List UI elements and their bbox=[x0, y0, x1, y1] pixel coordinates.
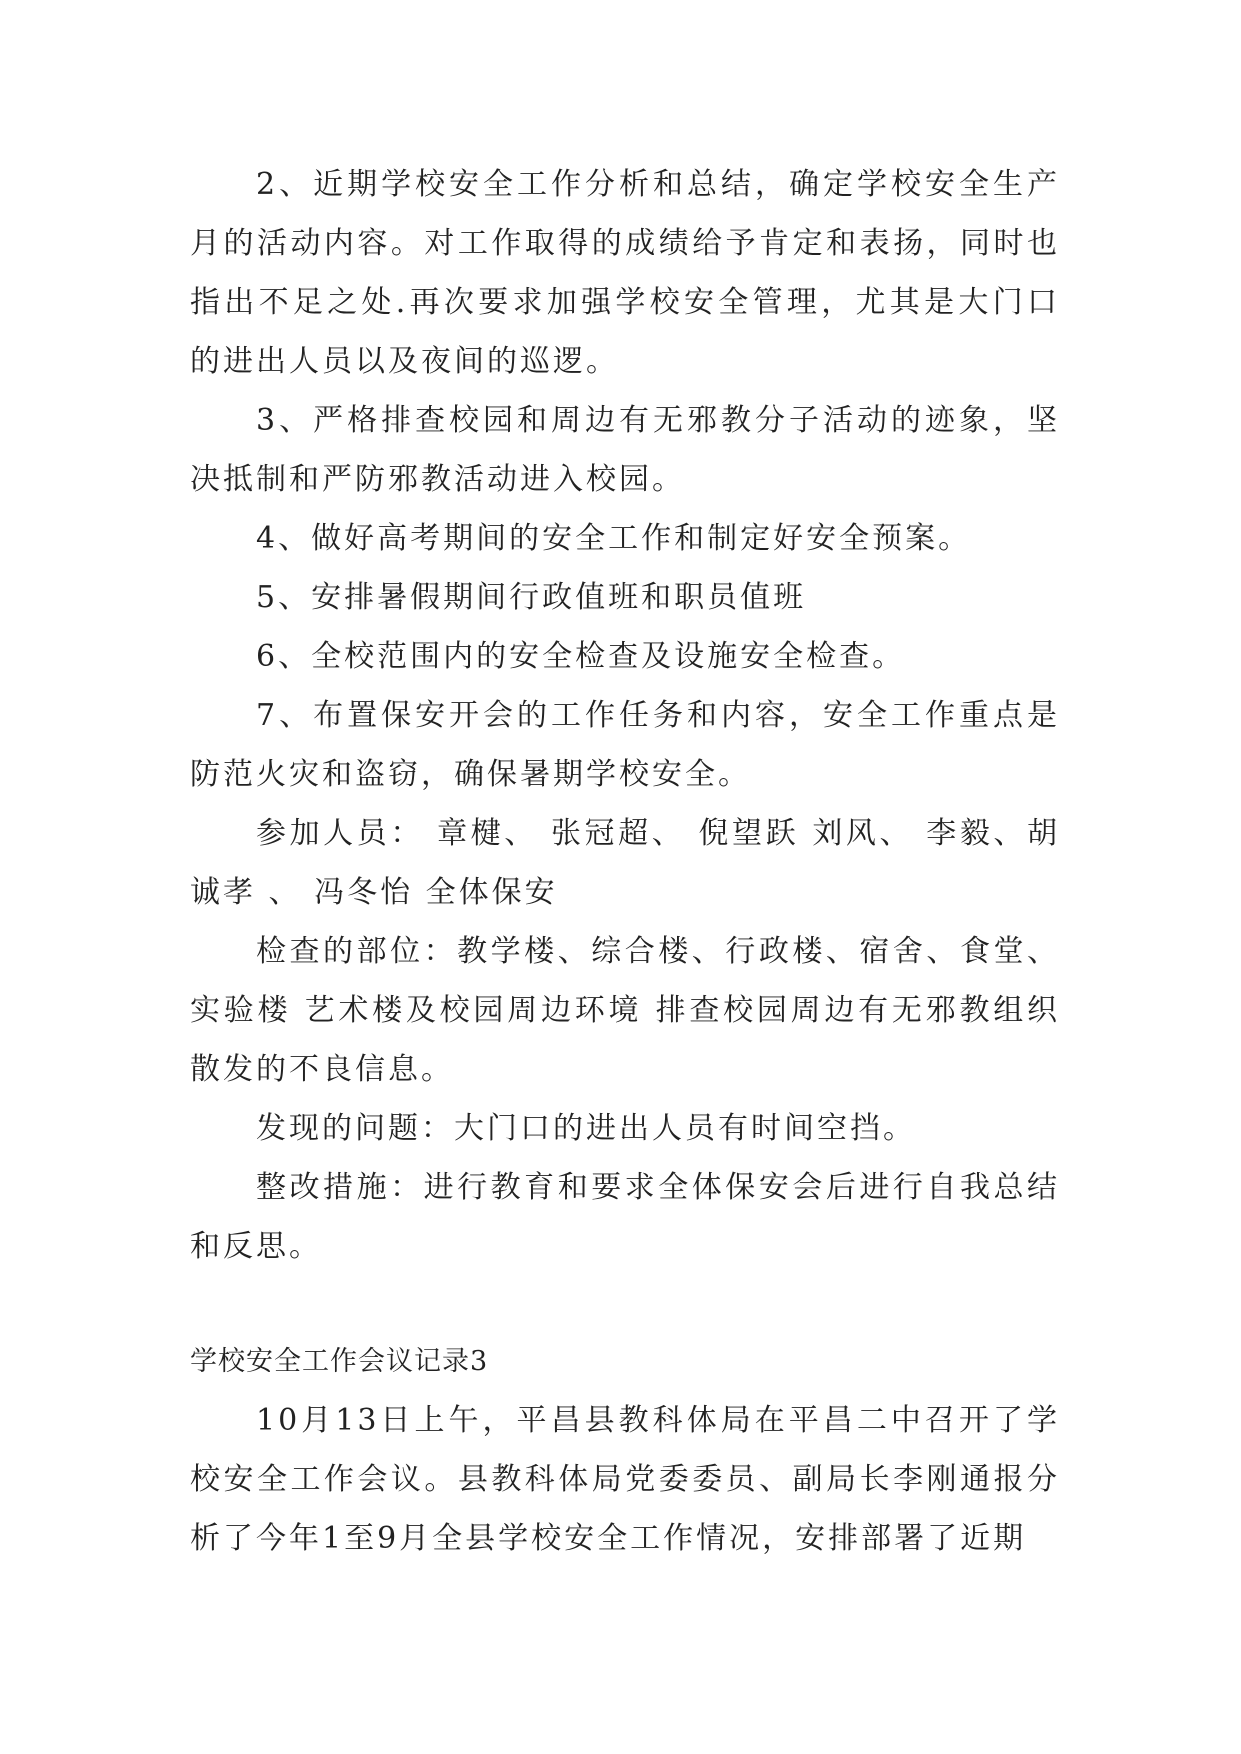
section-paragraph: 10月13日上午，平昌县教科体局在平昌二中召开了学校安全工作会议。县教科体局党委委员、副局长李刚通报分析了今年1至9月全县学校安全工作情况，安排部署了近期 bbox=[190, 1403, 1060, 1556]
inspection-areas-paragraph: 检查的部位：教学楼、综合楼、行政楼、宿舍、食堂、实验楼 艺术楼及校园周边环境 排查校园周边有无邪教组织散发的不良信息。 bbox=[190, 934, 1060, 1087]
paragraph-item-4: 4、做好高考期间的安全工作和制定好安全预案。 bbox=[256, 521, 972, 556]
paragraph-item-3: 3、严格排查校园和周边有无邪教分子活动的迹象，坚决抵制和严防邪教活动进入校园。 bbox=[190, 403, 1060, 497]
paragraph-item-2: 2、近期学校安全工作分析和总结，确定学校安全生产月的活动内容。对工作取得的成绩给予肯定和表扬，同时也指出不足之处.再次要求加强学校安全管理，尤其是大门口的进出人员以及夜间的巡逻。 bbox=[190, 167, 1060, 379]
paragraph-item-6: 6、全校范围内的安全检查及设施安全检查。 bbox=[256, 639, 906, 674]
document-body bbox=[190, 155, 1060, 1568]
participants-paragraph: 参加人员： 章楗、 张冠超、 倪望跃 刘风、 李毅、胡诚孝 、 冯冬怡 全体保安 bbox=[190, 816, 1060, 910]
paragraph-item-7: 7、布置保安开会的工作任务和内容，安全工作重点是防范火灾和盗窃，确保暑期学校安全。 bbox=[190, 698, 1060, 792]
issues-found-paragraph: 发现的问题：大门口的进出人员有时间空挡。 bbox=[256, 1111, 916, 1146]
paragraph-item-5: 5、安排暑假期间行政值班和职员值班 bbox=[256, 580, 807, 615]
rectification-paragraph: 整改措施：进行教育和要求全体保安会后进行自我总结和反思。 bbox=[190, 1170, 1060, 1264]
section-title: 学校安全工作会议记录3 bbox=[190, 1346, 489, 1377]
